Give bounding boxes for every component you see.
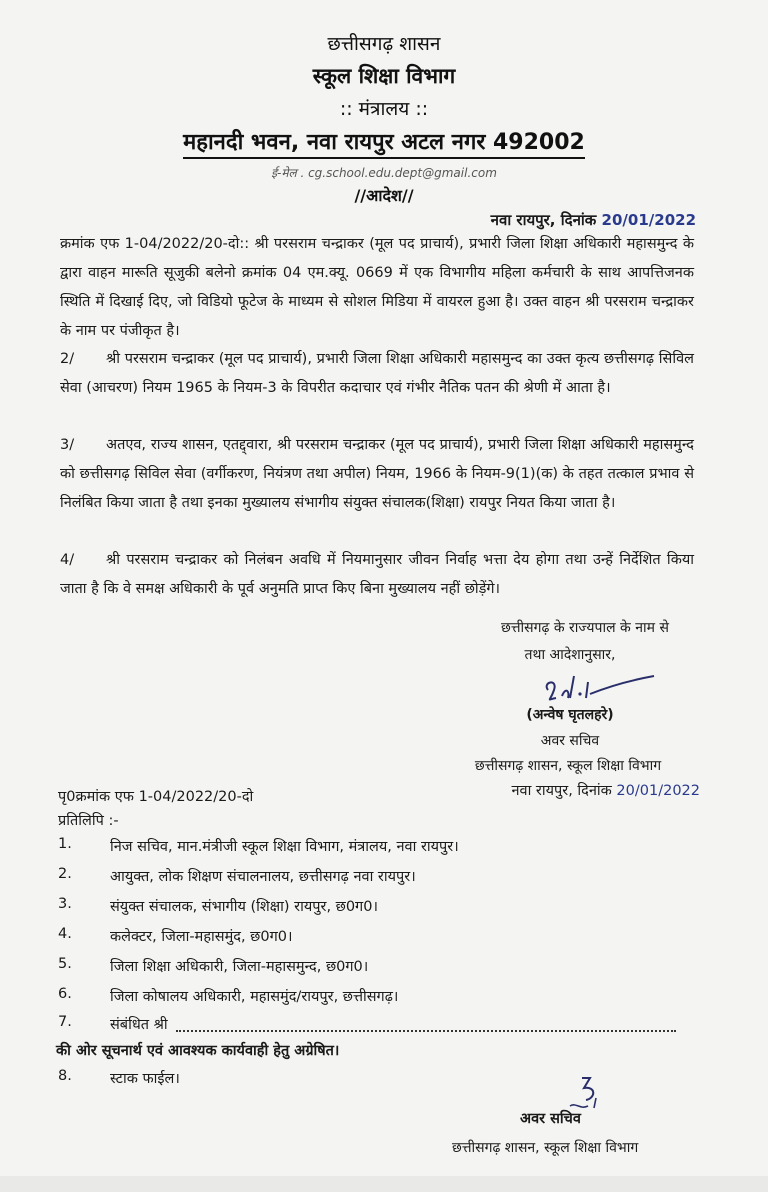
copy-item-text: कलेक्टर, जिला-महासमुंद, छ0ग0। xyxy=(110,929,293,945)
copy-item-text: संबंधित श्री xyxy=(110,1017,168,1033)
signer-date: 20/01/2022 xyxy=(616,783,700,799)
copy-item-number: 4. xyxy=(58,926,72,942)
signer-designation: अवर सचिव xyxy=(540,733,600,749)
order-date-prefix: नवा रायपुर, दिनांक xyxy=(490,211,597,229)
paragraph-1 xyxy=(60,230,694,346)
signer-date-prefix: नवा रायपुर, दिनांक xyxy=(511,783,612,799)
order-date-line xyxy=(491,210,696,230)
copy-item-text: निज सचिव, मान.मंत्रीजी स्कूल शिक्षा विभाग, मंत्रालय, नवा रायपुर। xyxy=(110,839,459,855)
copy-item-number: 6. xyxy=(58,986,72,1002)
copy-item-number: 7. xyxy=(58,1014,72,1030)
endorsement-number: पृ0क्रमांक एफ 1-04/2022/20-दो xyxy=(58,789,254,805)
department-name: स्कूल शिक्षा विभाग xyxy=(312,64,456,88)
copy-item-number: 1. xyxy=(58,836,72,852)
paragraph-2-number: 2/ xyxy=(60,351,75,367)
paragraph-3-number: 3/ xyxy=(60,437,75,453)
office-address-text: महानदी भवन, नवा रायपुर अटल नगर 492002 xyxy=(183,130,585,159)
ministry-label: :: मंत्रालय :: xyxy=(339,98,429,120)
authority-line-2: तथा आदेशानुसार, xyxy=(524,647,616,663)
signer-date-line xyxy=(470,780,700,800)
copy-item-number: 3. xyxy=(58,896,72,912)
government-name: छत्तीसगढ़ शासन xyxy=(327,33,441,55)
paragraph-4-text: श्री परसराम चन्द्राकर को निलंबन अवधि में नियमानुसार जीवन निर्वाह भत्ता देय होगा तथा उन्हें निर्देशित किया जाता है कि वे समक्ष अधिकारी के पूर्व अनुमति प्राप्त किए बिना मुख्यालय नहीं छोड़ेंगे। xyxy=(60,552,694,597)
copy-item-text: स्टाक फाईल। xyxy=(110,1071,180,1087)
copy-label: प्रतिलिपि :- xyxy=(58,813,119,829)
paragraph-2-text: श्री परसराम चन्द्राकर (मूल पद प्राचार्य), प्रभारी जिला शिक्षा अधिकारी महासमुन्द का उक्त कृत्य छत्तीसगढ़ सिविल सेवा (आचरण) नियम 1965 के नियम-3 के विपरीत कदाचार एवं गंभीर नैतिक पतन की श्रेणी में आता है। xyxy=(60,351,694,396)
paragraph-1-text: क्रमांक एफ 1-04/2022/20-दो:: श्री परसराम चन्द्राकर (मूल पद प्राचार्य), प्रभारी जिला शिक्षा अधिकारी महासमुन्द के द्वारा वाहन मारूति सूजुकी बलेनो क्रमांक 04 एम.क्यू. 0669 में एक विभागीय महिला कर्मचारी के साथ आपत्तिजनक स्थिति में दिखाई दिए, जो विडियो फूटेज के माध्यम से सोशल मिडिया में वायरल हुआ है। उक्त वाहन श्री परसराम चन्द्राकर के नाम पर पंजीकृत है। xyxy=(60,236,694,339)
copy-item-text-with-blank xyxy=(110,1014,676,1034)
paragraph-3-text: अतएव, राज्य शासन, एतद्द्वारा, श्री परसराम चन्द्राकर (मूल पद प्राचार्य), प्रभारी जिला शिक्षा अधिकारी महासमुन्द को छत्तीसगढ़ सिविल सेवा (वर्गीकरण, नियंत्रण तथा अपील) नियम, 1966 के नियम-9(1)(क) के तहत तत्काल प्रभाव से निलंबित किया जाता है तथा इनका मुख्यालय संभागीय संयुक्त संचालक(शिक्षा) रायपुर नियत किया जाता है। xyxy=(60,437,694,511)
copy-item-text: संयुक्त संचालक, संभागीय (शिक्षा) रायपुर, छ0ग0। xyxy=(110,899,378,915)
copy-item-text: जिला कोषालय अधिकारी, महासमुंद/रायपुर, छत्तीसगढ़। xyxy=(110,989,399,1005)
copy-item-number: 8. xyxy=(58,1068,72,1084)
copy-item-number: 2. xyxy=(58,866,72,882)
paragraph-2 xyxy=(60,345,694,403)
blank-fill-line xyxy=(176,1018,676,1032)
authority-line-1: छत्तीसगढ़ के राज्यपाल के नाम से xyxy=(501,620,669,636)
footer-designation: अवर सचिव xyxy=(520,1111,581,1127)
signature-icon xyxy=(540,668,660,708)
department-email: ई-मेल . cg.school.edu.dept@gmail.com xyxy=(271,166,497,180)
bottom-edge-strip xyxy=(0,1176,768,1192)
copy-item-text: जिला शिक्षा अधिकारी, जिला-महासमुन्द, छ0ग0। xyxy=(110,959,369,975)
signer-department: छत्तीसगढ़ शासन, स्कूल शिक्षा विभाग xyxy=(474,758,662,774)
order-date: 20/01/2022 xyxy=(601,211,696,229)
signer-name: (अन्वेष घृतलहरे) xyxy=(526,707,614,723)
paragraph-4-number: 4/ xyxy=(60,552,75,568)
order-title: //आदेश// xyxy=(354,186,414,205)
copy-item-text: आयुक्त, लोक शिक्षण संचालनालय, छत्तीसगढ़ नवा रायपुर। xyxy=(110,869,416,885)
copy-item-number: 5. xyxy=(58,956,72,972)
office-address xyxy=(0,126,768,156)
footer-department: छत्तीसगढ़ शासन, स्कूल शिक्षा विभाग xyxy=(452,1140,639,1156)
paragraph-4 xyxy=(60,546,694,604)
forward-note: की ओर सूचनार्थ एवं आवश्यक कार्यवाही हेतु अग्रेषित। xyxy=(56,1043,340,1059)
paragraph-3 xyxy=(60,431,694,518)
